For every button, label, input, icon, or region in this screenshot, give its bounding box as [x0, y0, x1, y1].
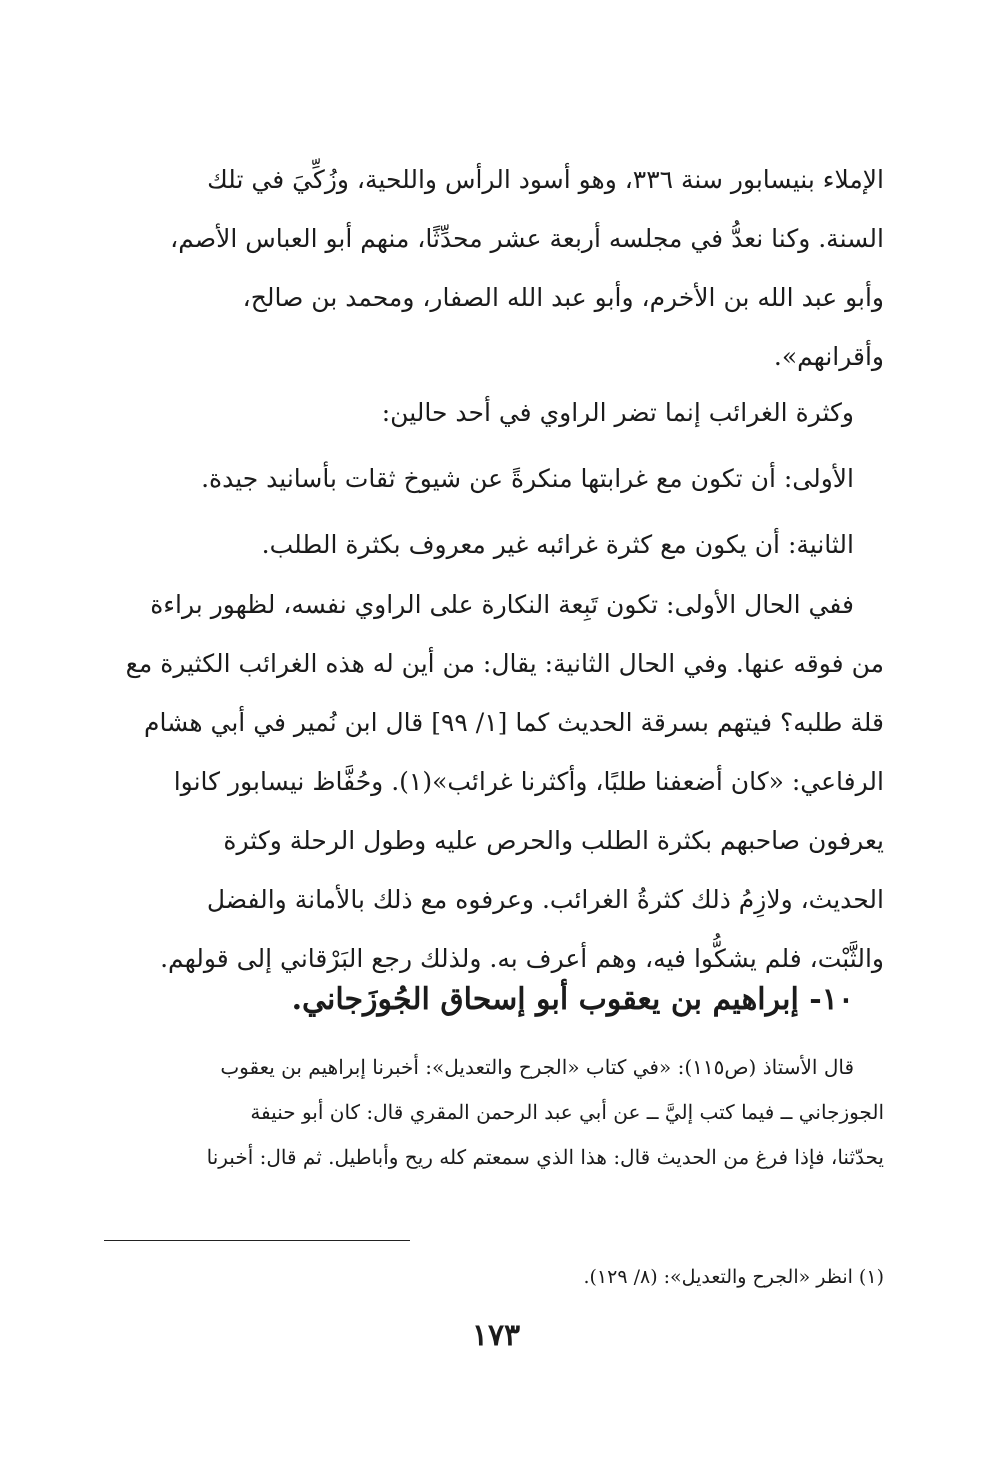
- text-line: وكثرة الغرائب إنما تضر الراوي في أحد حالين:: [381, 398, 854, 427]
- text-line: الثانية: أن يكون مع كثرة غرائبه غير معروف بكثرة الطلب.: [261, 530, 854, 559]
- page-number: ١٧٣: [471, 1318, 521, 1353]
- text-line: ففي الحال الأولى: تكون تَبِعة النكارة على الراوي نفسه، لظهور براءة: [150, 590, 854, 619]
- text-line: الرفاعي: «كان أضعفنا طلبًا، وأكثرنا غرائب»(١). وحُفَّاظ نيسابور كانوا: [173, 767, 884, 796]
- text-line: وأبو عبد الله بن الأخرم، وأبو عبد الله الصفار، ومحمد بن صالح،: [242, 283, 884, 312]
- text-line: يحدّثنا، فإذا فرغ من الحديث قال: هذا الذي سمعتم كله ريح وأباطيل. ثم قال: أخبرنا: [206, 1145, 884, 1169]
- paragraph-6: [104, 1045, 884, 1180]
- paragraph-3: [104, 449, 884, 508]
- text-line: يعرفون صاحبهم بكثرة الطلب والحرص عليه وطول الرحلة وكثرة: [223, 826, 884, 855]
- section-heading: ١٠- إبراهيم بن يعقوب أبو إسحاق الجُوزَجاني.: [291, 982, 854, 1017]
- text-line: الإملاء بنيسابور سنة ٣٣٦، وهو أسود الرأس واللحية، وزُكِّيَ في تلك: [207, 165, 884, 194]
- text-line: السنة. وكنا نعدُّ في مجلسه أربعة عشر محدِّثًا، منهم أبو العباس الأصم،: [170, 224, 884, 253]
- paragraph-4: [104, 515, 884, 574]
- paragraph-1: [104, 150, 884, 386]
- paragraph-5: [104, 575, 884, 988]
- text-line: الأولى: أن تكون مع غرابتها منكرةً عن شيوخ ثقات بأسانيد جيدة.: [201, 464, 854, 493]
- footnote: (١) انظر «الجرح والتعديل»: (٨/ ١٢٩).: [583, 1266, 884, 1288]
- text-line: الحديث، ولازِمُ ذلك كثرةُ الغرائب. وعرفوه مع ذلك بالأمانة والفضل: [206, 885, 884, 914]
- text-line: من فوقه عنها. وفي الحال الثانية: يقال: من أين له هذه الغرائب الكثيرة مع: [125, 649, 884, 678]
- text-line: الجوزجاني ــ فيما كتب إليَّ ــ عن أبي عبد الرحمن المقري قال: كان أبو حنيفة: [250, 1100, 884, 1124]
- text-line: قلة طلبه؟ فيتهم بسرقة الحديث كما [١/ ٩٩] قال ابن نُمير في أبي هشام: [143, 708, 884, 737]
- footnote-divider: [104, 1240, 410, 1241]
- text-line: والثَّبْت، فلم يشكُّوا فيه، وهم أعرف به. ولذلك رجع البَرْقاني إلى قولهم.: [160, 944, 884, 973]
- paragraph-2: [104, 383, 884, 442]
- text-line: وأقرانهم».: [773, 342, 884, 371]
- text-line: قال الأستاذ (ص١١٥): «في كتاب «الجرح والتعديل»: أخبرنا إبراهيم بن يعقوب: [220, 1055, 854, 1079]
